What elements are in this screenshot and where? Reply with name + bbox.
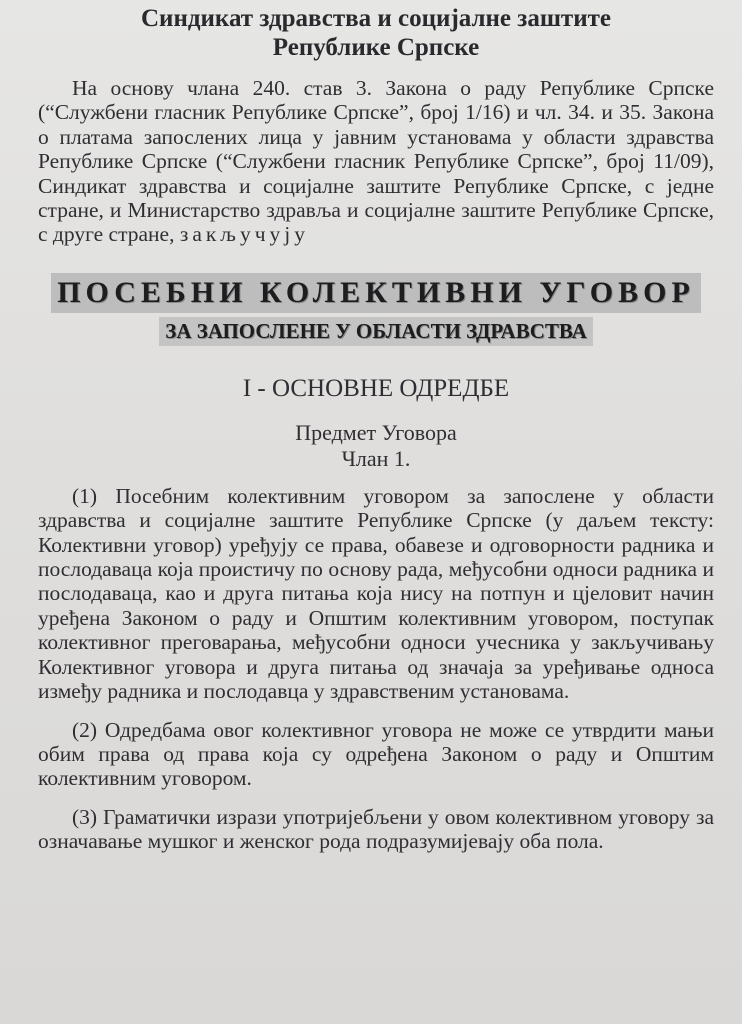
article-paragraph-2: (2) Одредбама овог колективног уговора не може се утврдити мањи обим права од права која су одређена Законом о раду и Општим колективним уговором. bbox=[38, 717, 714, 791]
preamble-closing-word: закључују bbox=[179, 222, 309, 247]
union-heading-line-2: Републике Српске bbox=[272, 34, 480, 61]
article-subject: Предмет Уговора bbox=[295, 419, 457, 445]
section-heading: I - ОСНОВНЕ ОДРЕДБЕ bbox=[242, 374, 510, 402]
article-paragraph-3: (3) Граматички изрази употријебљени у овом колективном уговору за означавање мушког и женског рода подразумијевају оба пола. bbox=[38, 804, 714, 854]
article-number: Члан 1. bbox=[341, 445, 411, 471]
union-heading-line-1: Синдикат здравства и социјалне заштите bbox=[141, 5, 611, 32]
preamble-paragraph bbox=[38, 76, 714, 247]
document-title: ПОСЕБНИ КОЛЕКТИВНИ УГОВОР bbox=[51, 273, 701, 313]
preamble-text: На основу члана 240. став 3. Закона о раду Републике Српске (“Службени гласник Републике Српске”, број 1/16) и чл. 34. и 35. Закона о платама запослених лица у јавним установама у области здравства Републике Српске (“Службени гласник Републике Српске”, број 11/09), Синдикат здравства и социјалне заштите Републике Српске, с једне стране, и Министарство здравља и социјалне заштите Републике Српске, с друге стране, bbox=[38, 76, 714, 247]
document-subtitle: ЗА ЗАПОСЛЕНЕ У ОБЛАСТИ ЗДРАВСТВА bbox=[159, 317, 593, 346]
union-heading bbox=[38, 4, 714, 62]
article-paragraph-1: (1) Посебним колективним уговором за запослене у области здравства и социјалне заштите Републике Српске (у даљем тексту: Колективни уговор) уређују се права, обавезе и одговорности радника и послодаваца која проистичу по основу рада, међусобни односи радника и послодаваца, као и друга питања која нису на потпун и цјеловит начин уређена Законом о раду и Општим колективним уговором, поступак колективног преговарања, међусобни односи учесника у закључивању Колективног уговора и друга питања од значаја за уређивање односа између радника и послодавца у здравственим установама. bbox=[38, 483, 714, 704]
